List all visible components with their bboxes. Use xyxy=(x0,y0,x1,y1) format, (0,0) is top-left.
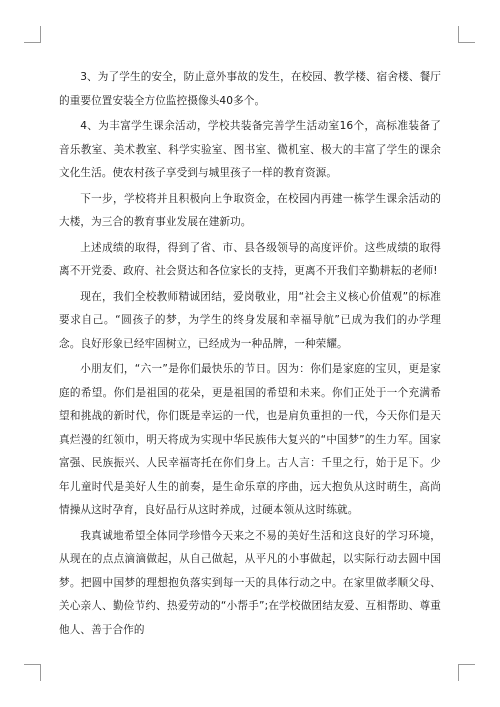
paragraph-safety-cameras: 3、为了学生的安全，防止意外事故的发生，在校园、教学楼、宿舍楼、餐厅的重要位置安装全方位监控摄像头40多个。 xyxy=(59,71,441,107)
paragraph-childrens-day: 小朋友们，“六一”是你们最快乐的节日。因为：你们是家庭的宝贝，更是家庭的希望。你们是祖国的花朵，更是祖国的希望和未来。你们正处于一个充满希望和挑战的新时代，你们既是幸运的一代，也是肩负重担的一代，今天你们是天真烂漫的红领巾，明天将成为实现中华民族伟大复兴的“中国梦”的生力军。国家富强、民族振兴、人民幸福寄托在你们身上。古人言：千里之行，始于足下。少年儿童时代是美好人生的前奏，是生命乐章的序曲，远大抱负从这时萌生，高尚情操从这时孕育，良好品行从这时养成，过硬本领从这时练就。 xyxy=(59,363,441,516)
crop-mark-top-left xyxy=(24,26,41,43)
crop-mark-top-right xyxy=(458,26,475,43)
crop-mark-bottom-right xyxy=(458,664,475,681)
paragraph-hopes: 我真诚地希望全体同学珍惜今天来之不易的美好生活和这良好的学习环境，从现在的点点滴滴做起，从自己做起，从平凡的小事做起，以实际行动去圆中国梦。把圆中国梦的理想抱负落实到每一天的具体行动之中。在家里做孝顺父母、关心亲人、勤俭节约、热爱劳动的“小帮手”;在学校做团结友爱、互相帮助、尊重他人、善于合作的 xyxy=(59,529,441,636)
document-body xyxy=(59,66,441,642)
paragraph-achievements: 上述成绩的取得，得到了省、市、县各级领导的高度评价。这些成绩的取得离不开党委、政府、社会贤达和各位家长的支持，更离不开我们辛勤耕耘的老师! xyxy=(59,241,441,277)
crop-mark-bottom-left xyxy=(24,664,41,681)
paragraph-next-step: 下一步，学校将并且积极向上争取资金，在校园内再建一栋学生课余活动的大楼，为三合的教育事业发展在建新功。 xyxy=(59,192,441,228)
paragraph-teachers: 现在，我们全校教师精诚团结，爱岗敬业，用“社会主义核心价值观”的标准要求自己。“圆孩子的梦，为学生的终身发展和幸福导航”已成为我们的办学理念。良好形象已经牢固树立，已经成为一种品牌，一种荣耀。 xyxy=(59,290,441,350)
paragraph-activity-rooms: 4、为丰富学生课余活动，学校共装备完善学生活动室16个，高标准装备了音乐教室、美术教室、科学实验室、图书室、微机室、极大的丰富了学生的课余文化生活。使农村孩子享受到与城里孩子一样的教育资源。 xyxy=(59,120,441,179)
